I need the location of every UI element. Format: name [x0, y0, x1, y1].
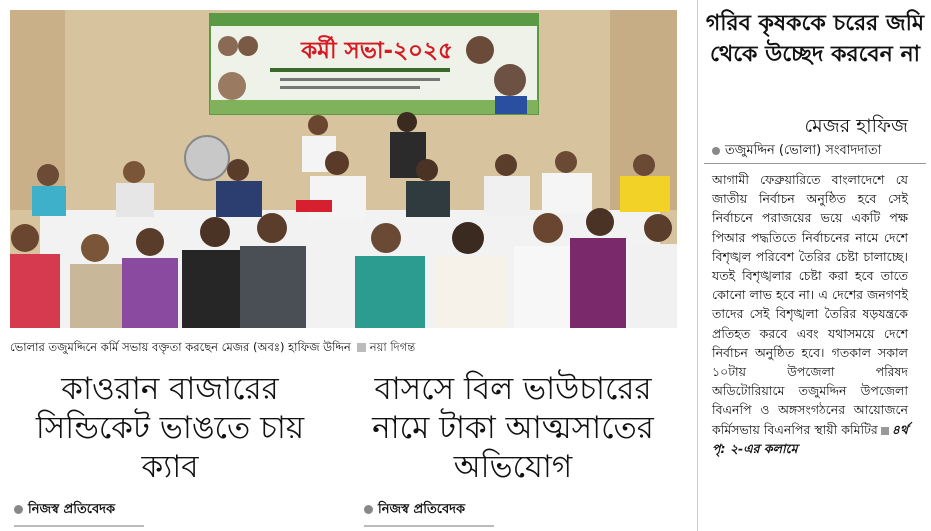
right-article-headline: গরিব কৃষককে চরের জমি থেকে উচ্ছেদ করবেন না	[705, 11, 925, 67]
caption-text: ভোলার তজুমদ্দিনে কর্মি সভায় বক্তৃতা করছেন মেজর (অবঃ) হাফিজ উদ্দিন	[10, 340, 351, 354]
photo-illustration	[10, 10, 677, 328]
bullet-icon	[364, 505, 373, 514]
middle-article-headline: বাসসে বিল ভাউচারের নামে টাকা আত্মসাতের অভিযোগ	[372, 371, 654, 485]
banner-title: কর্মী সভা-২০২৫	[301, 38, 453, 64]
right-article-body	[712, 170, 908, 458]
right-article-subhead: মেজর হাফিজ	[804, 115, 908, 137]
middle-article-byline	[364, 500, 465, 521]
right-byline-text: তজুমদ্দিন (ভোলা) সংবাদদাতা	[725, 143, 882, 158]
news-photo	[10, 10, 677, 328]
column-rule	[697, 0, 698, 531]
bullet-icon	[712, 147, 720, 155]
square-bullet-icon	[357, 343, 366, 352]
divider	[704, 163, 926, 164]
stage-banner	[210, 14, 538, 114]
photo-caption	[10, 339, 677, 358]
left-article-headline: কাওরান বাজারের সিন্ডিকেট ভাঙতে চায় ক্যাব	[35, 371, 305, 485]
square-bullet-icon	[881, 427, 889, 435]
middle-byline-text: নিজস্ব প্রতিবেদক	[378, 502, 466, 517]
text-stub	[14, 525, 144, 527]
text-stub	[364, 525, 494, 527]
photo-credit: নয়া দিগন্ত	[369, 340, 416, 354]
continued-link[interactable]: ৪র্থ পৃ: ২-এর কলামে	[712, 421, 908, 456]
left-article-byline	[14, 500, 115, 521]
body-text: আগামী ফেব্রুয়ারিতে বাংলাদেশে যে জাতীয় নির্বাচন অনুষ্ঠিত হবে সেই নির্বাচনে পরাজয়ের ভয়ে একটি পক্ষ পিআর পদ্ধতিতে নির্বাচনের নামে দেশে বিশৃঙ্খল পরিবেশ তৈরির চেষ্টা চালাচ্ছে। যতই বিশৃঙ্খলার চেষ্টা করা হবে তাতে কোনো লাভ হবে না। এ দেশের জনগণই তাদের সেই বিশৃঙ্খলা তৈরির ষড়যন্ত্রকে প্রতিহত করবে এবং যথাসময়ে দেশে নির্বাচন অনুষ্ঠিত হবে। গতকাল সকাল ১০টায় উপজেলা পরিষদ অডিটোরিয়ামে তজুমদ্দিন উপজেলা বিএনপি ও অঙ্গসংগঠনের আয়োজনে কর্মিসভায় বিএনপির স্থায়ী কমিটির	[712, 172, 908, 437]
right-article-byline	[712, 141, 881, 162]
left-byline-text: নিজস্ব প্রতিবেদক	[28, 502, 116, 517]
bullet-icon	[14, 505, 23, 514]
